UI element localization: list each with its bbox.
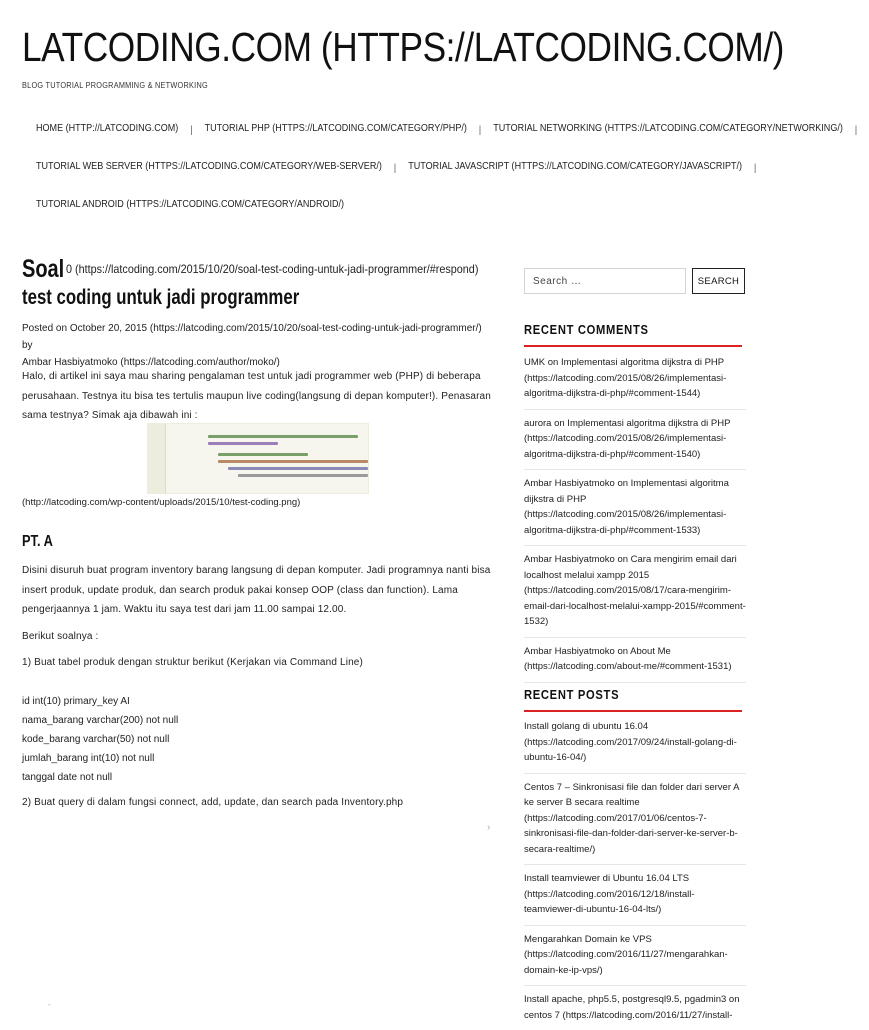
- nav-item-tutorial-web-server[interactable]: TUTORIAL WEB SERVER (HTTPS://LATCODING.COM/CATEGORY/WEB-SERVER/): [36, 160, 382, 172]
- site-tagline: BLOG TUTORIAL PROGRAMMING & NETWORKING: [22, 80, 208, 90]
- recent-comment-item[interactable]: Ambar Hasbiyatmoko on About Me (https://latcoding.com/about-me/#comment-1531): [524, 638, 746, 683]
- post-title-rest[interactable]: test coding untuk jadi programmer: [22, 286, 300, 309]
- recent-comments-title: RECENT COMMENTS: [524, 322, 649, 337]
- nav-separator: |: [854, 124, 858, 136]
- post-intro-paragraph: Halo, di artikel ini saya mau sharing pengalaman test untuk jadi programmer web (PHP) di beberapa perusahaan. Testnya itu bisa tes tertulis maupun live coding(langsung di depan komputer!). Penasaran sama testnya? Simak aja dibawah ini :: [22, 371, 491, 421]
- code-line: [208, 442, 278, 445]
- post-title-first-word[interactable]: Soal: [22, 255, 65, 283]
- section-heading: PT. A: [22, 533, 53, 550]
- code-line: jumlah_barang int(10) not null: [22, 753, 155, 764]
- code-line: id int(10) primary_key AI: [22, 696, 130, 707]
- recent-post-item[interactable]: Install apache, php5.5, postgresql9.5, pgadmin3 on centos 7 (https://latcoding.com/2016/11/27/install-: [524, 994, 740, 1021]
- recent-comment-item[interactable]: UMK on Implementasi algoritma dijkstra di PHP (https://latcoding.com/2015/08/26/implementasi-algoritma-dijkstra-di-php/#comment-1544): [524, 355, 746, 410]
- code-line: nama_barang varchar(200) not null: [22, 715, 179, 726]
- code-line: [238, 474, 368, 477]
- code-line: [218, 453, 308, 456]
- code-line: kode_barang varchar(50) not null: [22, 734, 170, 745]
- search-input[interactable]: [524, 268, 686, 294]
- search-button[interactable]: SEARCH: [692, 268, 745, 294]
- recent-post-item[interactable]: Install golang di ubuntu 16.04 (https://latcoding.com/2017/09/24/install-golang-di-ubuntu-16-04/): [524, 719, 746, 774]
- chevron-right-icon[interactable]: ›: [487, 822, 491, 833]
- nav-item-tutorial-android[interactable]: TUTORIAL ANDROID (HTTPS://LATCODING.COM/CATEGORY/ANDROID/): [36, 198, 345, 210]
- recent-comments-underline: [524, 345, 742, 347]
- post-meta: [22, 320, 492, 371]
- nav-item-tutorial-javascript[interactable]: TUTORIAL JAVASCRIPT (HTTPS://LATCODING.COM/CATEGORY/JAVASCRIPT/): [408, 160, 743, 172]
- code-line: [208, 435, 358, 438]
- code-line: [228, 467, 368, 470]
- nav-row-1: [36, 122, 869, 134]
- recent-posts-list: [524, 719, 746, 1030]
- recent-comment-item[interactable]: Ambar Hasbiyatmoko on Cara mengirim email dari localhost melalui xampp 2015 (https://latcoding.com/2015/08/17/cara-mengirim-email-dari-localhost-melalui-xampp-2015/#comment-1532): [524, 546, 746, 638]
- nav-row-3: [36, 198, 344, 210]
- post-paragraph-2: Berikut soalnya :: [22, 631, 99, 642]
- nav-separator: |: [478, 124, 482, 136]
- recent-post-item[interactable]: Mengarahkan Domain ke VPS (https://latcoding.com/2016/11/27/mengarahkan-domain-ke-ip-vps/): [524, 926, 746, 987]
- post-author-link[interactable]: Ambar Hasbiyatmoko (https://latcoding.com/author/moko/): [22, 357, 280, 368]
- code-line: tanggal date not null: [22, 772, 113, 783]
- recent-comments-list: [524, 355, 746, 683]
- recent-post-item[interactable]: Centos 7 – Sinkronisasi file dan folder dari server A ke server B secara realtime (https://latcoding.com/2017/01/06/centos-7-sinkronisasi-file-dan-folder-dari-server-ke-server-b-secara-realtime/): [524, 774, 746, 866]
- post-paragraph-4: 2) Buat query di dalam fungsi connect, add, update, dan search pada Inventory.php: [22, 797, 404, 808]
- nav-item-tutorial-networking[interactable]: TUTORIAL NETWORKING (HTTPS://LATCODING.COM/CATEGORY/NETWORKING/): [493, 122, 843, 134]
- nav-item-tutorial-php[interactable]: TUTORIAL PHP (HTTPS://LATCODING.COM/CATEGORY/PHP/): [204, 122, 467, 134]
- code-line: [218, 460, 368, 463]
- post-paragraph-3: 1) Buat tabel produk dengan struktur berikut (Kerjakan via Command Line): [22, 657, 363, 668]
- nav-separator: |: [393, 162, 397, 174]
- recent-comment-item[interactable]: Ambar Hasbiyatmoko on Implementasi algoritma dijkstra di PHP (https://latcoding.com/2015/08/26/implementasi-algoritma-dijkstra-di-php/#comment-1533): [524, 470, 746, 546]
- bottom-mark: -: [48, 1000, 51, 1009]
- recent-comment-item[interactable]: aurora on Implementasi algoritma dijkstra di PHP (https://latcoding.com/2015/08/26/implementasi-algoritma-dijkstra-di-php/#comment-1540): [524, 410, 746, 471]
- code-gutter: [148, 424, 166, 493]
- table-structure-code: [22, 692, 178, 787]
- recent-post-item[interactable]: Install teamviewer di Ubuntu 16.04 LTS (https://latcoding.com/2016/12/18/install-teamviewer-di-ubuntu-16-04-lts/): [524, 865, 746, 926]
- site-title[interactable]: LATCODING.COM (HTTPS://LATCODING.COM/): [22, 24, 785, 70]
- post-date-link[interactable]: Posted on October 20, 2015 (https://latcoding.com/2015/10/20/soal-test-coding-untuk-jadi-programmer/) by: [22, 323, 482, 351]
- nav-separator: |: [754, 162, 757, 174]
- code-screenshot-image[interactable]: [147, 423, 369, 494]
- image-link[interactable]: (http://latcoding.com/wp-content/uploads/2015/10/test-coding.png): [22, 497, 301, 508]
- nav-row-2: [36, 160, 768, 172]
- recent-posts-underline: [524, 710, 742, 712]
- post-paragraph-1: Disini disuruh buat program inventory barang langsung di depan komputer. Jadi programnya nanti bisa insert produk, update produk, dan search produk pakai konsep OOP (class dan function). Lama pengerjaannya 1 jam. Waktu itu saya test dari jam 11.00 sampai 12.00.: [22, 565, 491, 615]
- comments-count-link[interactable]: 0 (https://latcoding.com/2015/10/20/soal-test-coding-untuk-jadi-programmer/#respond): [66, 262, 479, 276]
- recent-posts-title: RECENT POSTS: [524, 687, 620, 702]
- nav-separator: |: [190, 124, 193, 136]
- nav-item-home[interactable]: HOME (HTTP://LATCODING.COM): [36, 122, 179, 134]
